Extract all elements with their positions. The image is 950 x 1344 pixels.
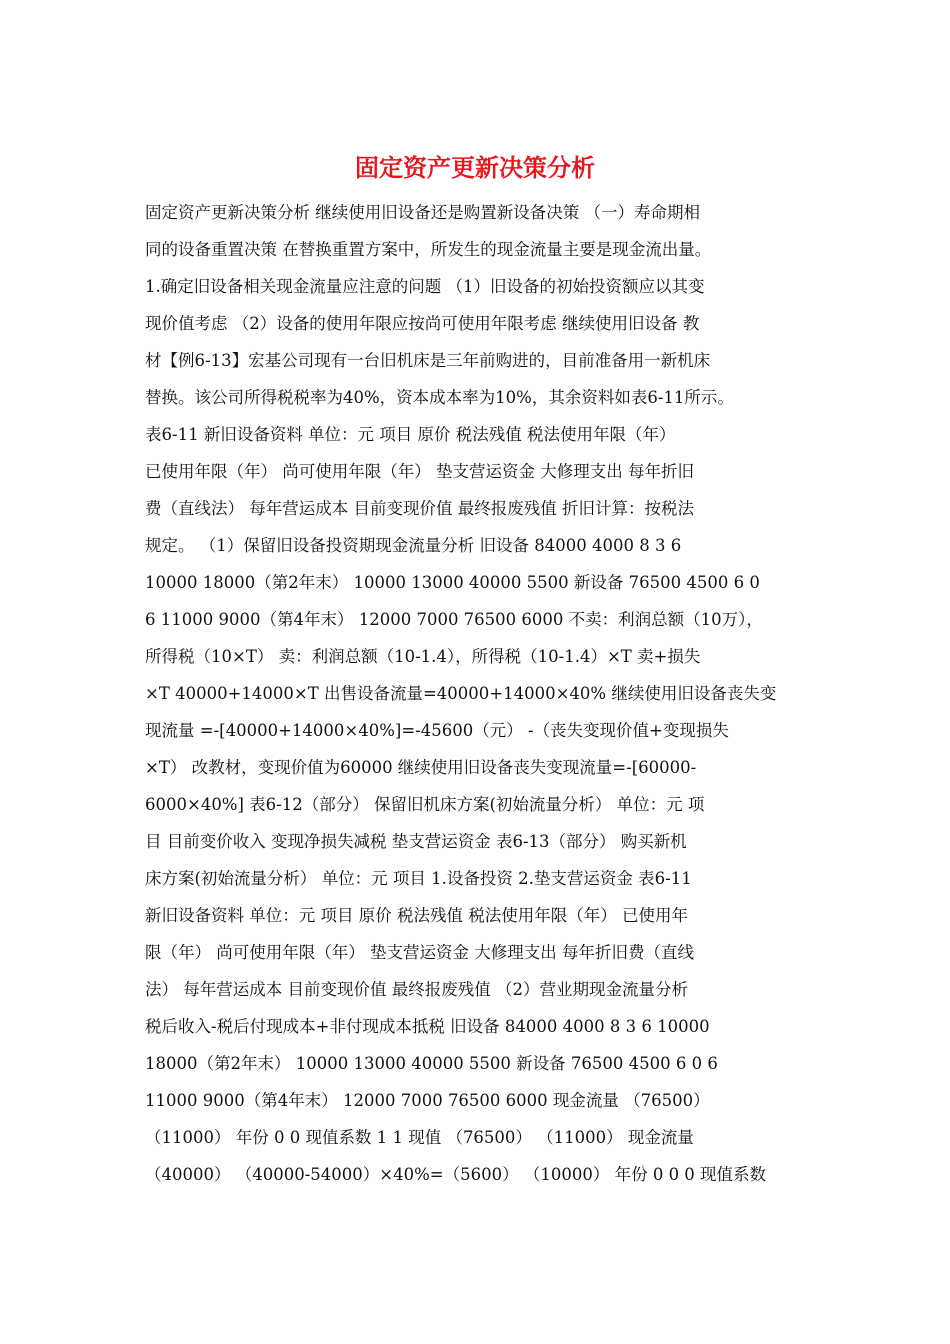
- body-text-line: 床方案(初始流量分析） 单位：元 项目 1.设备投资 2.垫支营运资金 表6-11: [145, 869, 692, 888]
- body-text-line: 6000×40%] 表6-12（部分） 保留旧机床方案(初始流量分析） 单位：元 项: [145, 795, 705, 814]
- body-text-line: 6 11000 9000（第4年末） 12000 7000 76500 6000 不卖：利润总额（10万），: [145, 610, 763, 629]
- body-text-line: 11000 9000（第4年末） 12000 7000 76500 6000 现金流量 （76500）: [145, 1091, 710, 1110]
- body-text-line: 规定。 （1）保留旧设备投资期现金流量分析 旧设备 84000 4000 8 3 6: [145, 536, 682, 555]
- body-text-line: 18000（第2年末） 10000 13000 40000 5500 新设备 76500 4500 6 0 6: [145, 1054, 718, 1073]
- body-text-line: 固定资产更新决策分析 继续使用旧设备还是购置新设备决策 （一）寿命期相: [145, 203, 700, 222]
- body-text-line: 替换。该公司所得税税率为40%，资本成本率为10%，其余资料如表6-11所示。: [145, 388, 734, 407]
- body-text-line: ×T 40000+14000×T 出售设备流量=40000+14000×40% 继续使用旧设备丧失变: [145, 684, 777, 703]
- body-text-line: ×T） 改教材，变现价值为60000 继续使用旧设备丧失变现流量=-[60000-: [145, 758, 697, 777]
- document-title: 固定资产更新决策分析: [355, 153, 595, 182]
- body-text-line: 限（年） 尚可使用年限（年） 垫支营运资金 大修理支出 每年折旧费（直线: [145, 943, 694, 962]
- body-text-line: 现流量 =-[40000+14000×40%]=-45600（元） -（丧失变现价值+变现损失: [145, 721, 729, 740]
- document-body: [145, 194, 815, 1193]
- body-text-line: 现价值考虑 （2）设备的使用年限应按尚可使用年限考虑 继续使用旧设备 教: [145, 314, 700, 333]
- body-text-line: 费（直线法） 每年营运成本 目前变现价值 最终报废残值 折旧计算：按税法: [145, 499, 694, 518]
- body-text-line: 法） 每年营运成本 目前变现价值 最终报废残值 （2）营业期现金流量分析: [145, 980, 688, 999]
- body-text-line: 1.确定旧设备相关现金流量应注意的问题 （1）旧设备的初始投资额应以其变: [145, 277, 705, 296]
- body-text-line: 所得税（10×T） 卖：利润总额（10-1.4），所得税（10-1.4）×T 卖+损失: [145, 647, 701, 666]
- body-text-line: 表6-11 新旧设备资料 单位：元 项目 原价 税法残值 税法使用年限（年）: [145, 425, 676, 444]
- body-text-line: 税后收入-税后付现成本+非付现成本抵税 旧设备 84000 4000 8 3 6 10000: [145, 1017, 710, 1036]
- body-text-line: 已使用年限（年） 尚可使用年限（年） 垫支营运资金 大修理支出 每年折旧: [145, 462, 694, 481]
- body-text-line: 新旧设备资料 单位：元 项目 原价 税法残值 税法使用年限（年） 已使用年: [145, 906, 688, 925]
- body-text-line: （11000） 年份 0 0 现值系数 1 1 现值 （76500） （11000） 现金流量: [145, 1128, 694, 1147]
- body-text-line: 10000 18000（第2年末） 10000 13000 40000 5500 新设备 76500 4500 6 0: [145, 573, 760, 592]
- body-text-line: 同的设备重置决策 在替换重置方案中，所发生的现金流量主要是现金流出量。: [145, 240, 712, 259]
- body-text-line: 目 目前变价收入 变现净损失减税 垫支营运资金 表6-13（部分） 购买新机: [145, 832, 687, 851]
- body-text-line: 材【例6-13】宏基公司现有一台旧机床是三年前购进的，目前准备用一新机床: [145, 351, 711, 370]
- body-text-line: （40000） （40000-54000）×40%=（5600） （10000） 年份 0 0 0 现值系数: [145, 1165, 767, 1184]
